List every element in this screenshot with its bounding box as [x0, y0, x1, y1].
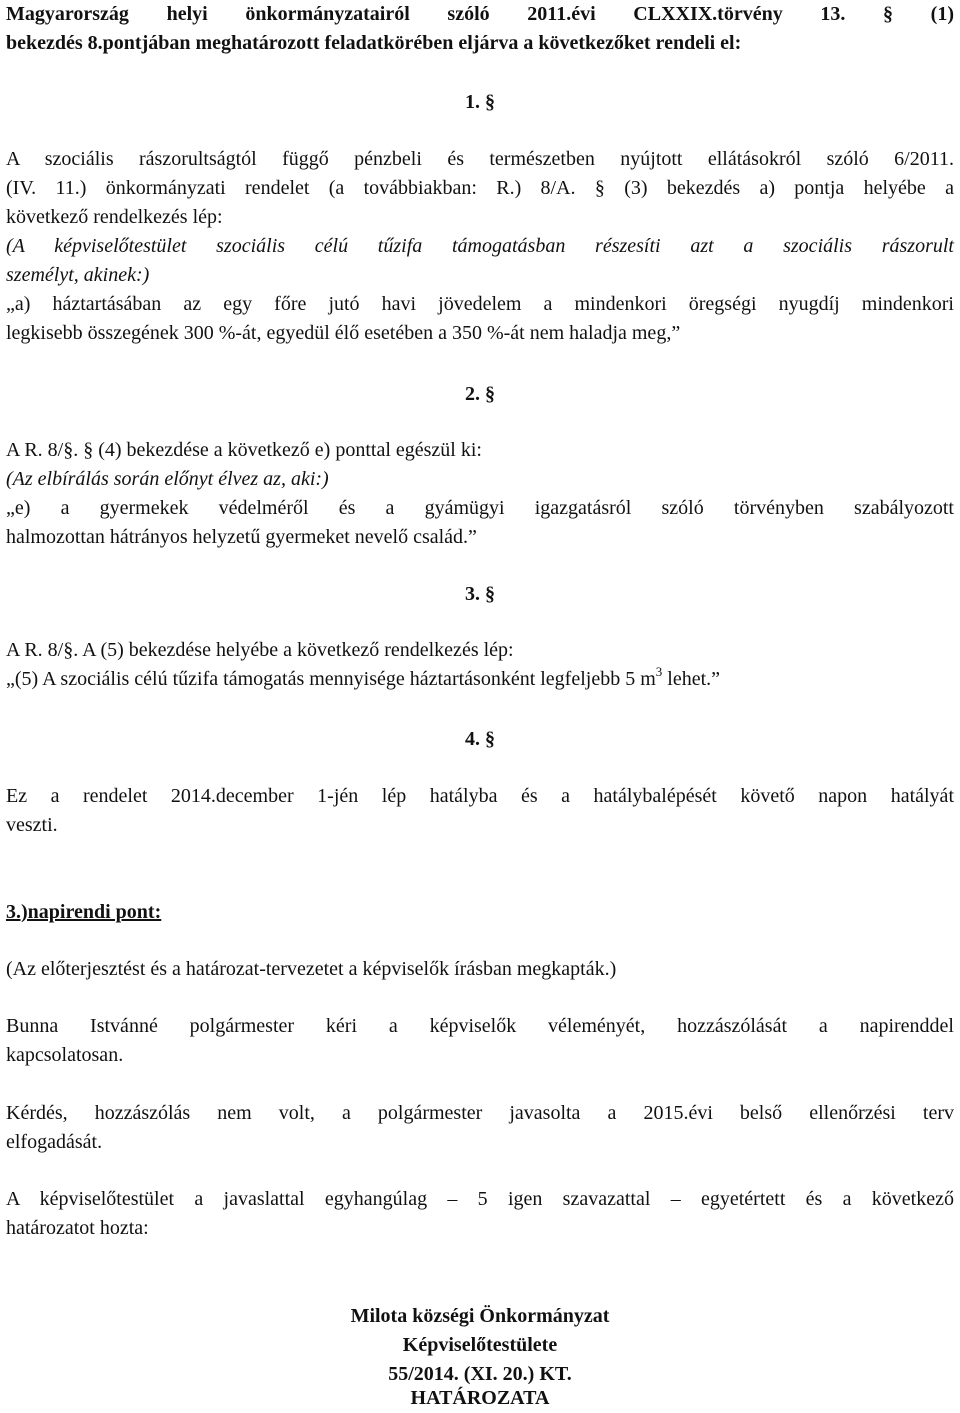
section-3-quote-post: lehet.” [662, 668, 721, 690]
section-3-quote-sup: 3 [655, 664, 663, 679]
section-3-line-1: A R. 8/§. A (5) bekezdése helyébe a következő rendelkezés lép: [6, 639, 514, 661]
section-2-quote-line-2: halmozottan hátrányos helyzetű gyermeket nevelő család.” [6, 526, 477, 548]
agenda-para-1: (Az előterjesztést és a határozat-tervezetet a képviselők írásban megkapták.) [6, 958, 617, 980]
agenda-para-4-line-1: A képviselőtestület a javaslattal egyhangúlag – 5 igen szavazattal – egyetértett és a következő [6, 1188, 954, 1210]
section-1-heading: 1. § [465, 91, 495, 113]
resolution-line-3: 55/2014. (XI. 20.) KT. [388, 1363, 572, 1385]
section-1-para-line-3: következő rendelkezés lép: [6, 206, 223, 228]
section-2-quote-line-1: „e) a gyermekek védelméről és a gyámügyi igazgatásról szóló törvényben szabályozott [6, 497, 954, 519]
agenda-para-4-line-2: határozatot hozta: [6, 1217, 149, 1239]
section-1-quote-line-2: legkisebb összegének 300 %-át, egyedül élő esetében a 350 %-át nem haladja meg,” [6, 322, 681, 344]
section-1-italic-line-1: (A képviselőtestület szociális célú tűzifa támogatásban részesíti azt a szociális rászorult [6, 235, 954, 257]
section-2-heading: 2. § [465, 383, 495, 405]
agenda-title [6, 898, 954, 927]
intro-line-1: Magyarország helyi önkormányzatairól szóló 2011.évi CLXXIX.törvény 13. § (1) [6, 3, 954, 25]
section-2-italic-line: (Az elbírálás során előnyt élvez az, aki:) [6, 468, 329, 490]
section-2-line-1: A R. 8/§. § (4) bekezdése a következő e) ponttal egészül ki: [6, 439, 482, 461]
resolution-line-4: HATÁROZATA [410, 1387, 550, 1409]
section-1-para-line-2: (IV. 11.) önkormányzati rendelet (a továbbiakban: R.) 8/A. § (3) bekezdés a) pontja helyébe a [6, 177, 954, 199]
section-1-italic-line-2: személyt, akinek:) [6, 264, 150, 286]
intro-line-2: bekezdés 8.pontjában meghatározott feladatkörében eljárva a következőket rendeli el: [6, 32, 742, 54]
section-4-line-1: Ez a rendelet 2014.december 1-jén lép hatályba és a hatálybalépését követő napon hatályát [6, 785, 954, 807]
resolution-line-1: Milota községi Önkormányzat [350, 1305, 610, 1327]
agenda-para-2-line-2: kapcsolatosan. [6, 1044, 124, 1066]
section-3-heading: 3. § [465, 583, 495, 605]
section-1-quote-line-1: „a) háztartásában az egy főre jutó havi jövedelem a mindenkori öregségi nyugdíj mindenkori [6, 293, 954, 315]
section-1-para-line-1: A szociális rászorultságtól függő pénzbeli és természetben nyújtott ellátásokról szóló 6/2011. [6, 148, 954, 170]
section-3-quote-pre: „(5) A szociális célú tűzifa támogatás mennyisége háztartásonként legfeljebb 5 m [6, 668, 656, 690]
section-4-heading: 4. § [465, 728, 495, 750]
resolution-line-2: Képviselőtestülete [402, 1334, 558, 1356]
section-4-line-2: veszti. [6, 814, 58, 836]
agenda-para-3-line-1: Kérdés, hozzászólás nem volt, a polgármester javasolta a 2015.évi belső ellenőrzési terv [6, 1102, 954, 1124]
section-3-quote-line [6, 665, 954, 694]
agenda-title-text: 3.)napirendi pont: [6, 901, 162, 923]
agenda-para-2-line-1: Bunna Istvánné polgármester kéri a képviselők véleményét, hozzászólását a napirenddel [6, 1015, 954, 1037]
agenda-para-3-line-2: elfogadását. [6, 1131, 103, 1153]
